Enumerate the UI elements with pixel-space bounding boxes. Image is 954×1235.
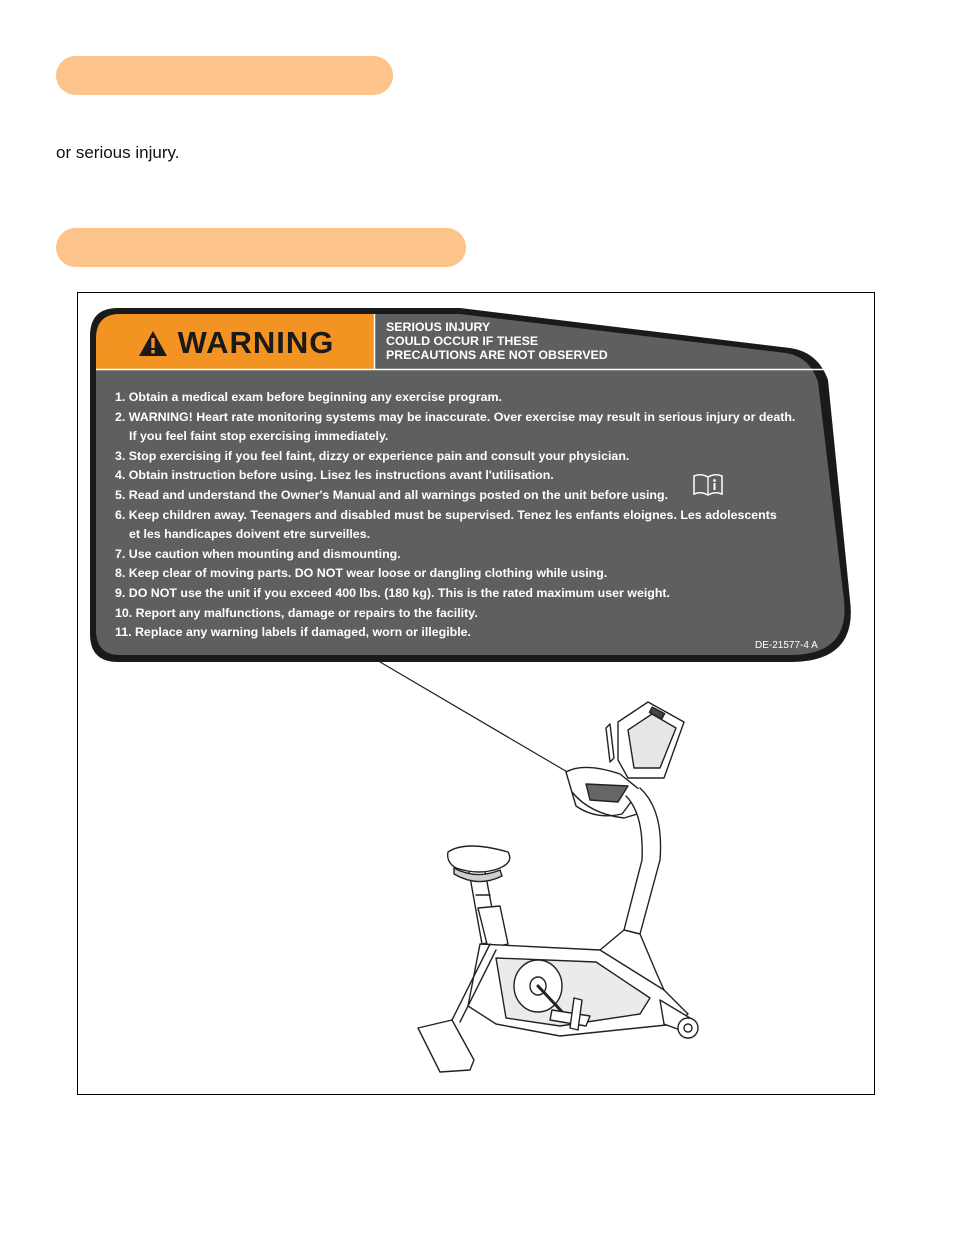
rule-item: 6. Keep children away. Teenagers and disabled must be supervised. Tenez les enfants eloignes. Les adolescents [115, 507, 777, 522]
rule-item: 7. Use caution when mounting and dismounting. [115, 546, 401, 561]
rule-item: 11. Replace any warning labels if damaged, worn or illegible. [115, 625, 471, 640]
rule-item: 9. DO NOT use the unit if you exceed 400 lbs. (180 kg). This is the rated maximum user weight. [115, 585, 670, 600]
document-code: DE-21577-4 A [755, 640, 818, 651]
hazard-line: COULD OCCUR IF THESE [386, 334, 539, 348]
rule-item-continuation: et les handicapes doivent etre surveilles. [129, 527, 371, 542]
rule-item: 3. Stop exercising if you feel faint, dizzy or experience pain and consult your physician. [115, 448, 630, 463]
rule-item: 5. Read and understand the Owner's Manual and all warnings posted on the unit before using. [115, 487, 669, 502]
rule-item: 2. WARNING! Heart rate monitoring systems may be inaccurate. Over exercise may result in serious injury or death. [115, 409, 796, 424]
hazard-line: PRECAUTIONS ARE NOT OBSERVED [386, 348, 608, 362]
rule-item: 1. Obtain a medical exam before beginning any exercise program. [115, 390, 502, 404]
rule-item: 10. Report any malfunctions, damage or repairs to the facility. [115, 605, 478, 620]
rule-item: 4. Obtain instruction before using. Lisez les instructions avant l'utilisation. [115, 468, 554, 483]
hazard-line: SERIOUS INJURY [386, 320, 491, 334]
rule-item-continuation: If you feel faint stop exercising immediately. [129, 429, 389, 444]
signal-word: WARNING [177, 325, 335, 360]
rule-item: 8. Keep clear of moving parts. DO NOT wear loose or dangling clothing while using. [115, 566, 608, 581]
intro-text: or serious injury. [56, 143, 180, 162]
